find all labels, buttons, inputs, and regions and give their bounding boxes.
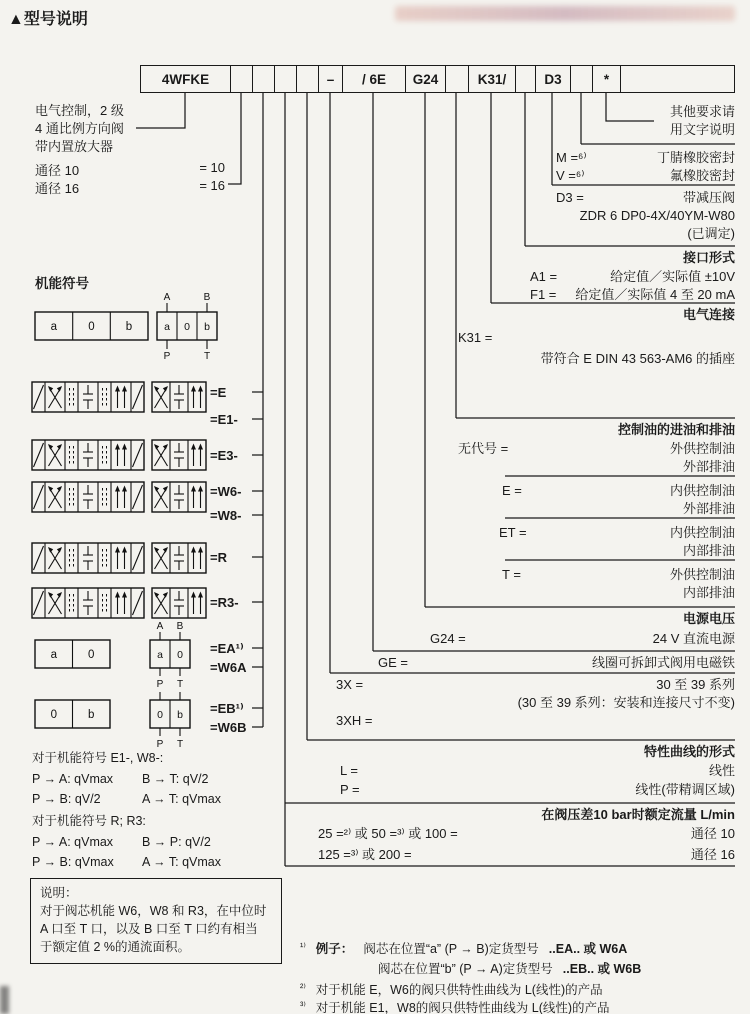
d3-code: D3 = [556,190,584,205]
connector-lines [136,93,654,866]
flow-option-size10 [318,826,735,842]
pilot-code: T = [502,567,521,582]
power-desc: 24 V 直流电源 [652,631,735,646]
code-cell-end [621,66,734,92]
code-cell-star: * [593,66,621,92]
position-letter: b [125,321,133,333]
spool-label-ea: =EA¹⁾ [210,641,244,656]
k31-code: K31 = [458,330,493,345]
curve-option-p [340,782,735,798]
power-section-header: 电源电压 [682,611,735,626]
code-cell-d3: D3 [536,66,571,92]
spool-symbol-e [32,382,206,412]
curve-section-header: 特性曲线的形式 [643,744,735,759]
flow-note-row [32,771,252,787]
flow-option-size16 [318,847,735,863]
curve-option-l [340,763,735,779]
seal-desc: 丁腈橡胶密封 [656,150,735,165]
flow-note-row [32,791,252,807]
footnote-1-line-1 [300,941,627,957]
pilot-desc: 内供控制油 [669,525,735,540]
code-cell-interface [516,66,536,92]
flow-note-cell: P → A: qVmax [32,835,114,849]
interface-code: A1 = [530,269,558,284]
footnote-1-line-2 [378,961,641,977]
curve-code: P = [340,782,360,797]
port-letter-t: T [176,739,184,750]
pilot-desc: 外部排油 [682,459,735,474]
code-cell-g24: G24 [406,66,446,92]
curve-desc: 线性 [708,763,735,778]
pilot-desc: 外部排油 [682,501,735,516]
position-letter: b [204,321,210,333]
flow-size: 通径 10 [690,826,735,841]
flow-note-title-2: 对于机能符号 R; R3: [32,814,146,828]
pilot-desc: 内部排油 [682,585,735,600]
code-cell-seal [571,66,593,92]
code-cell-type: 4WFKE [141,66,231,92]
spool-symbol-r [32,543,206,573]
solenoid-code: GE = [378,655,408,670]
flow-note-cell: B → P: qV/2 [142,835,211,849]
series-code-3xh: 3XH = [336,713,373,728]
series-note: (30 至 39 系列：安装和连接尺寸不变) [517,695,735,710]
note-box-line: 对于阀芯机能 W6，W8 和 R3，在中位时 [40,904,267,918]
flow-note-title-1: 对于机能符号 E1-, W8-: [32,751,164,765]
power-code: G24 = [430,631,466,646]
spool-label-r: =R [210,550,227,565]
position-letter: 0 [87,649,95,661]
port-letter-a: A [163,292,171,303]
pilot-code: E = [502,483,522,498]
symbol-ea [35,621,190,690]
size-row-10 [35,160,225,179]
pilot-code: 无代号 = [458,441,509,456]
flow-note-row [32,834,252,850]
footnote-mark: ¹⁾ [300,942,306,953]
port-letter-p: P [156,739,164,750]
symbol-eb [35,692,190,750]
code-cell-flow [275,66,297,92]
pilot-desc: 外供控制油 [669,441,735,456]
position-letter: 0 [184,321,190,333]
code-cell-curve [297,66,319,92]
size-code: = 10 [199,160,225,175]
pilot-desc: 内部排油 [682,543,735,558]
code-cell-pilot [446,66,469,92]
position-letter: 0 [88,321,95,333]
spool-label-e3: =E3- [210,448,238,463]
seal-option-v [556,168,735,184]
spool-symbol-e3 [32,440,206,470]
footnote-text: 对于机能 E，W6的阀只供特性曲线为 L(线性)的产品 [315,983,603,997]
series-option-3x [336,677,735,693]
symbols-section-title: 机能符号 [35,276,89,291]
series-desc: 30 至 39 系列 [656,677,735,692]
seal-option-m [556,150,735,166]
footnote-example-label: 例子： [315,942,354,956]
position-letter: a [50,321,58,333]
code-cell-k31: K31/ [469,66,516,92]
d3-desc: 带减压阀 [682,190,735,205]
port-letter-t: T [203,351,211,362]
pilot-code: ET = [499,525,527,540]
note-box [30,878,282,964]
spool-label-w8: =W8- [210,508,242,523]
solenoid-option-ge [378,655,735,671]
flow-size: 通径 16 [690,847,735,862]
spool-label-e1: =E1- [210,412,238,427]
seal-code: V =⁶⁾ [556,168,585,183]
curve-desc: 线性(带精调区域) [635,782,735,797]
port-letter-a: A [156,621,164,632]
port-letter-t: T [176,679,184,690]
other-requirements-line: 用文字说明 [669,122,735,137]
pilot-desc: 内供控制油 [669,483,735,498]
interface-code: F1 = [530,287,557,302]
seal-desc: 氟橡胶密封 [669,168,735,183]
position-letter: b [177,709,183,721]
note-box-line: A 口至 T 口，以及 B 口至 T 口约有相当 [40,922,258,936]
note-box-title: 说明： [40,886,78,900]
flow-note-cell: P → B: qVmax [32,855,114,869]
d3-option-row [556,190,735,206]
footnote-code: ..EA.. 或 W6A [548,942,628,956]
power-option-g24 [430,631,735,647]
size-label: 通径 10 [35,163,80,178]
electrical-section-header: 电气连接 [682,307,735,322]
size-code: = 16 [199,178,225,193]
spool-label-w6a: =W6A [210,660,247,675]
position-letter: a [50,649,58,661]
flow-note-cell: A → T: qVmax [142,855,221,869]
valve-description-line: 4 通比例方向阀 [35,121,124,136]
interface-section-header: 接口形式 [682,250,735,265]
port-letter-b: B [176,621,184,632]
k31-desc: 带符合 E DIN 43 563-AM6 的插座 [540,351,735,366]
flow-note-cell: A → T: qVmax [142,792,221,806]
footnote-2 [300,982,603,998]
position-letter: a [157,649,163,661]
flow-note-row [32,854,252,870]
footnote-text: 阀芯在位置“a” (P → B)定货型号 [363,942,539,956]
pilot-oil-section-header: 控制油的进油和排油 [617,422,735,437]
port-letter-p: P [163,351,171,362]
model-code-bar [140,65,735,93]
spool-label-w6b: =W6B [210,720,247,735]
flow-note-cell: P → B: qV/2 [32,792,101,806]
series-code: 3X = [336,677,364,692]
interface-option-f1 [530,287,735,303]
flow-codes: 125 =³⁾ 或 200 = [318,847,412,862]
pilot-desc: 外供控制油 [669,567,735,582]
position-letter: 0 [50,709,58,721]
port-letter-b: B [203,292,211,303]
flow-note-cell: P → A: qVmax [32,772,114,786]
other-requirements-line: 其他要求请 [669,104,735,119]
interface-desc: 给定值／实际值 4 至 20 mA [575,287,735,302]
footnote-mark: ³⁾ [300,1001,306,1012]
interface-desc: 给定值／实际值 ±10V [610,269,735,284]
spool-label-e: =E [210,385,227,400]
spool-symbol-r3 [32,588,206,618]
footnote-mark: ²⁾ [300,983,306,994]
footnote-text: 对于机能 E1，W8的阀只供特性曲线为 L(线性)的产品 [315,1001,610,1014]
valve-description-line: 带内置放大器 [35,139,114,154]
solenoid-desc: 线圈可拆卸式阀用电磁铁 [591,655,735,670]
d3-valve-type: ZDR 6 DP0-4X/40YM-W80 [579,208,735,223]
footnote-text: 阀芯在位置“b” (P → A)定货型号 [378,962,553,976]
d3-fixed-note: (已调定) [687,226,735,241]
port-letter-p: P [156,679,164,690]
spool-label-w6: =W6- [210,484,242,499]
code-cell-size [231,66,253,92]
position-letter: 0 [177,649,183,661]
code-cell-spool [253,66,275,92]
position-letter: b [87,709,95,721]
footnote-3 [300,1000,610,1014]
flow-note-cell: B → T: qV/2 [142,772,209,786]
footnote-code: ..EB.. 或 W6B [562,962,642,976]
spool-label-r3: =R3- [210,595,239,610]
spool-label-eb: =EB¹⁾ [210,701,244,716]
note-box-line: 于额定值 2 %的通流面积。 [40,940,191,954]
flow-codes: 25 =²⁾ 或 50 =³⁾ 或 100 = [318,826,458,841]
position-letter: a [164,321,170,333]
page-title: ▲型号说明 [8,11,88,28]
size-label: 通径 16 [35,181,80,196]
code-cell-6e: / 6E [343,66,406,92]
code-cell-dash: – [319,66,343,92]
spool-symbol-w6-w8 [32,482,206,512]
seal-code: M =⁶⁾ [556,150,587,165]
size-row-16 [35,178,225,197]
position-letter: 0 [157,709,163,721]
valve-description-line: 电气控制，2 级 [35,103,124,118]
symbol-positions-overview [35,292,217,362]
interface-option-a1 [530,269,735,285]
flow-section-header: 在阀压差10 bar时额定流量 L/min [541,807,735,822]
curve-code: L = [340,763,358,778]
